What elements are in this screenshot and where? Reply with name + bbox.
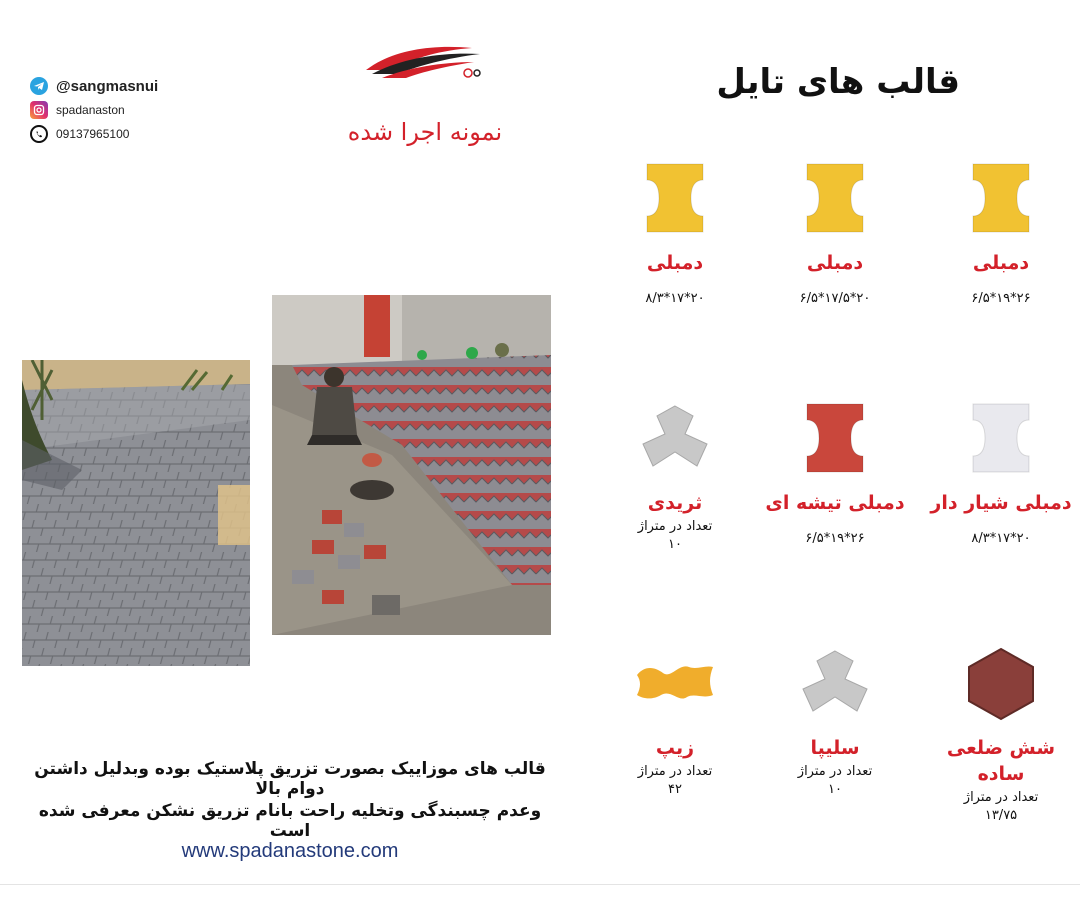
description-line-1: قالب های موزاییک بصورت تزریق پلاستیک بوده وبدلیل داشتن دوام بالا [34, 759, 546, 799]
brand-logo [362, 40, 487, 82]
website-link[interactable]: www.spadanastone.com [181, 840, 399, 862]
sample-caption: نمونه اجرا شده [347, 118, 503, 146]
telegram-handle: @sangmasnui [56, 77, 159, 95]
description-line-2: وعدم چسبندگی وتخلیه راحت بانام تزریق نشکن معرفی شده است [38, 801, 542, 841]
instagram-icon [30, 101, 48, 119]
per-meter-label: تعداد در متراژ [637, 519, 713, 534]
page-title: قالب های تایل [716, 62, 960, 102]
product-dimensions: ۲۰*۱۷/۵*۶/۵ [799, 291, 871, 306]
product-name: دمبلی [972, 252, 1030, 274]
product-name: دمبلی شیار دار [930, 492, 1072, 514]
tile-dumbbell-icon [635, 160, 715, 236]
product-dimensions: ۲۰*۱۷*۸/۳ [645, 291, 705, 306]
tile-dumbbell-icon [961, 160, 1041, 236]
instagram-handle: spadanaston [56, 103, 125, 117]
product-name: دمبلی [806, 252, 864, 274]
product-card [600, 160, 750, 308]
product-card [600, 400, 750, 554]
per-meter-label: تعداد در متراژ [797, 764, 873, 779]
product-dimensions: ۲۶*۱۹*۶/۵ [971, 291, 1031, 306]
telegram-contact[interactable] [30, 77, 158, 95]
telegram-icon [30, 77, 48, 95]
tile-dumbbell-icon [795, 400, 875, 476]
per-meter-count: ۱۳/۷۵ [984, 808, 1018, 823]
product-dimensions: ۲۶*۱۹*۶/۵ [805, 531, 865, 546]
whatsapp-icon [30, 125, 48, 143]
tile-y-icon [635, 400, 715, 476]
product-card [926, 400, 1076, 548]
whatsapp-number: 09137965100 [56, 127, 130, 141]
product-dimensions: ۲۰*۱۷*۸/۳ [971, 531, 1031, 546]
instagram-contact[interactable] [30, 101, 125, 119]
tile-zip-icon [635, 645, 715, 721]
product-name: زیپ [655, 737, 695, 759]
per-meter-count: ۴۲ [668, 782, 682, 797]
tile-y-icon [795, 645, 875, 721]
product-card [760, 160, 910, 308]
tile-dumbbell-icon [961, 400, 1041, 476]
product-card [600, 645, 750, 799]
product-name: دمبلی تیشه ای [765, 492, 905, 514]
product-name: دمبلی [646, 252, 704, 274]
per-meter-label: تعداد در متراژ [963, 790, 1039, 805]
per-meter-count: ۱۰ [828, 782, 842, 797]
product-card [926, 160, 1076, 308]
product-card [760, 400, 910, 548]
per-meter-count: ۱۰ [668, 537, 682, 552]
product-name: شش ضلعی ساده [946, 737, 1056, 785]
tile-dumbbell-icon [795, 160, 875, 236]
product-card [760, 645, 910, 799]
tile-hex-icon [961, 645, 1041, 721]
product-name: سلیپا [810, 737, 860, 759]
paved-yard-photo [22, 360, 250, 666]
product-name: ثریدی [647, 492, 703, 514]
per-meter-label: تعداد در متراژ [637, 764, 713, 779]
whatsapp-contact[interactable] [30, 125, 129, 143]
product-card [926, 645, 1076, 825]
divider [0, 884, 1080, 885]
installation-photo [272, 295, 551, 635]
